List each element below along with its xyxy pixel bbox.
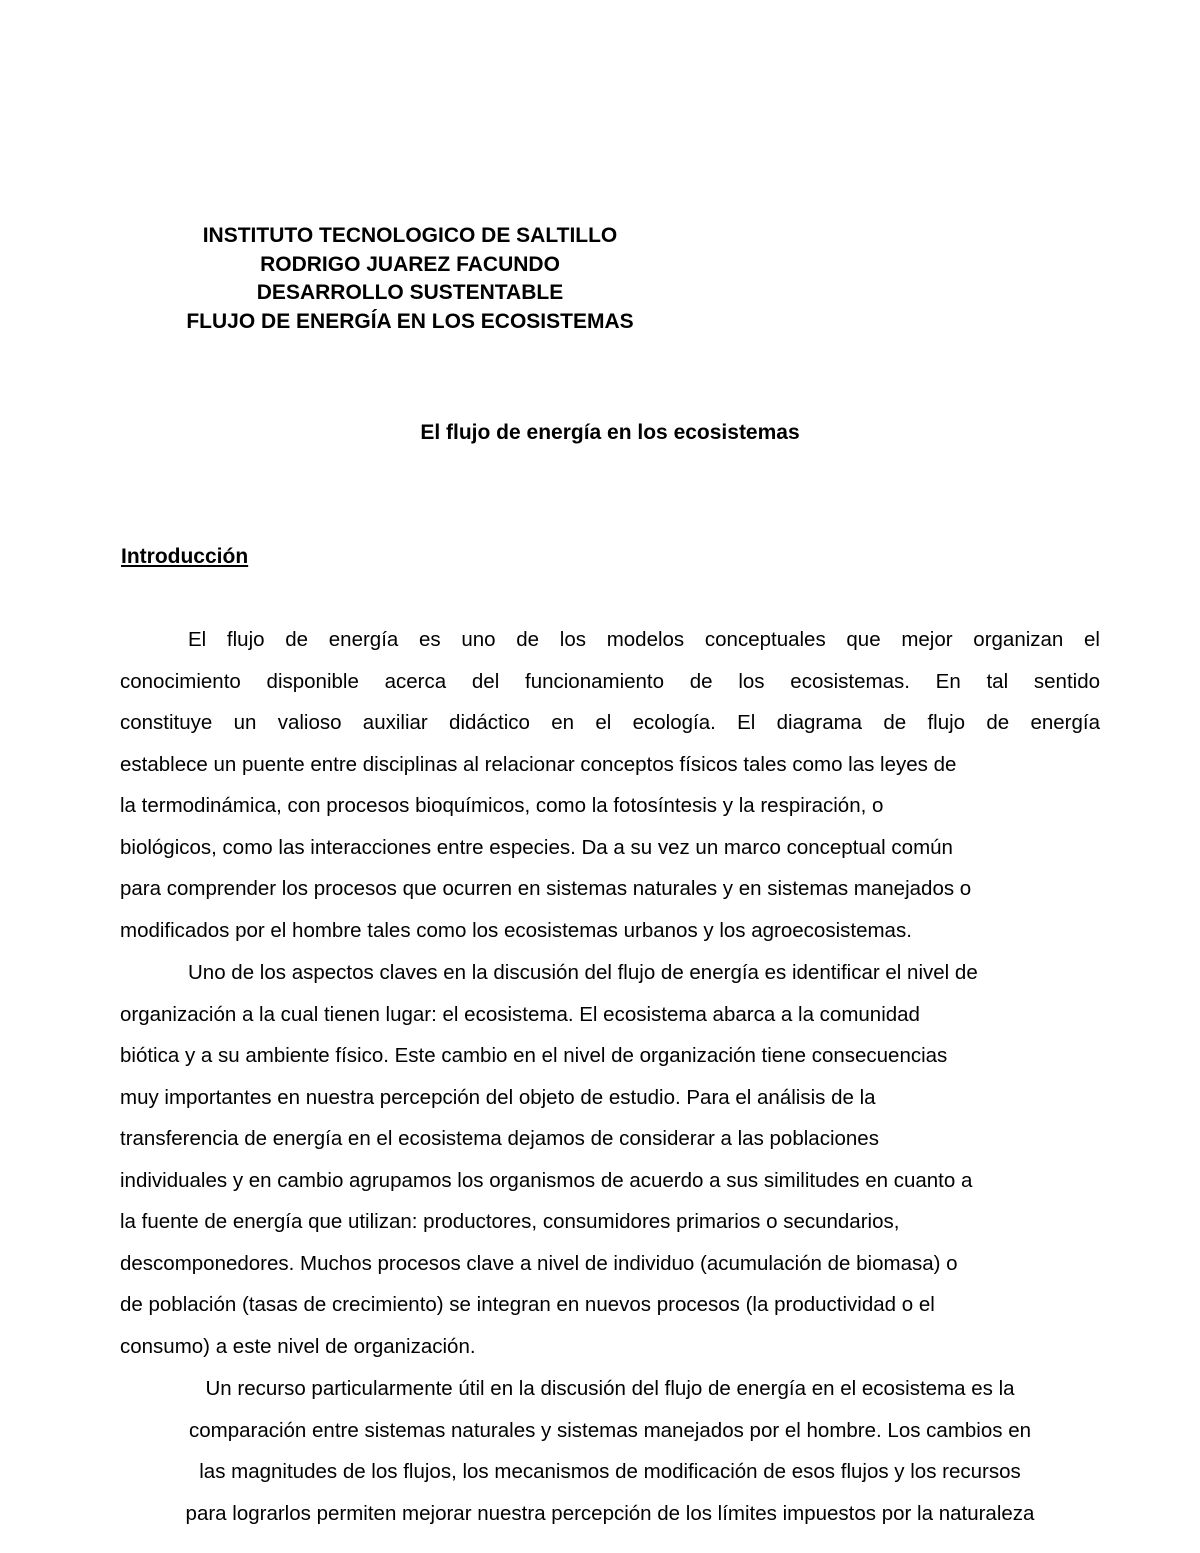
paragraph-line: organización a la cual tienen lugar: el ecosistema. El ecosistema abarca a la comunidad	[120, 1002, 920, 1026]
paragraph-line: modificados por el hombre tales como los ecosistemas urbanos y los agroecosistemas.	[120, 918, 912, 942]
topic-name: FLUJO DE ENERGÍA EN LOS ECOSISTEMAS	[186, 309, 634, 333]
paragraph-line: transferencia de energía en el ecosistema dejamos de considerar a las poblaciones	[120, 1127, 879, 1150]
section-heading-introduction: Introducción	[121, 545, 249, 568]
course-name: DESARROLLO SUSTENTABLE	[256, 281, 564, 304]
author-name: RODRIGO JUAREZ FACUNDO	[260, 252, 560, 276]
paragraph-line: El flujo de energía es uno de los modelos conceptuales que mejor organizan el	[188, 628, 1100, 651]
paragraph-line: biológicos, como las interacciones entre especies. Da a su vez un marco conceptual común	[120, 835, 953, 859]
paragraph-line: para lograrlos permiten mejorar nuestra percepción de los límites impuestos por la naturaleza	[185, 1501, 1035, 1525]
paragraph-2	[120, 952, 1100, 1367]
paragraph-line: Uno de los aspectos claves en la discusión del flujo de energía es identificar el nivel de	[188, 961, 978, 984]
paragraph-line: consumo) a este nivel de organización.	[120, 1334, 476, 1358]
paragraph-1	[120, 619, 1100, 951]
paragraph-line: Un recurso particularmente útil en la discusión del flujo de energía en el ecosistema es la	[205, 1377, 1015, 1400]
paragraph-line: individuales y en cambio agrupamos los organismos de acuerdo a sus similitudes en cuanto a	[120, 1168, 973, 1192]
paragraph-line: las magnitudes de los flujos, los mecanismos de modificación de esos flujos y los recursos	[199, 1460, 1021, 1483]
paragraph-line: para comprender los procesos que ocurren en sistemas naturales y en sistemas manejados o	[120, 877, 972, 900]
paragraph-line: comparación entre sistemas naturales y sistemas manejados por el hombre. Los cambios en	[188, 1418, 1032, 1442]
document-title: El flujo de energía en los ecosistemas	[420, 421, 800, 444]
paragraph-line: muy importantes en nuestra percepción del objeto de estudio. Para el análisis de la	[120, 1085, 876, 1109]
document-header	[120, 222, 700, 336]
paragraph-line: biótica y a su ambiente físico. Este cambio en el nivel de organización tiene consecuencias	[120, 1044, 948, 1067]
paragraph-line: la termodinámica, con procesos bioquímicos, como la fotosíntesis y la respiración, o	[120, 794, 884, 817]
paragraph-3	[120, 1368, 1100, 1534]
institution-name: INSTITUTO TECNOLOGICO DE SALTILLO	[202, 224, 618, 247]
paragraph-line: conocimiento disponible acerca del funcionamiento de los ecosistemas. En tal sentido	[120, 669, 1100, 693]
paragraph-line: establece un puente entre disciplinas al relacionar conceptos físicos tales como las leyes de	[120, 752, 957, 776]
paragraph-line: la fuente de energía que utilizan: productores, consumidores primarios o secundarios,	[120, 1210, 900, 1233]
paragraph-line: constituye un valioso auxiliar didáctico en el ecología. El diagrama de flujo de energía	[120, 711, 1100, 734]
paragraph-line: descomponedores. Muchos procesos clave a nivel de individuo (acumulación de biomasa) o	[120, 1251, 958, 1275]
paragraph-line: de población (tasas de crecimiento) se integran en nuevos procesos (la productividad o el	[120, 1293, 935, 1316]
